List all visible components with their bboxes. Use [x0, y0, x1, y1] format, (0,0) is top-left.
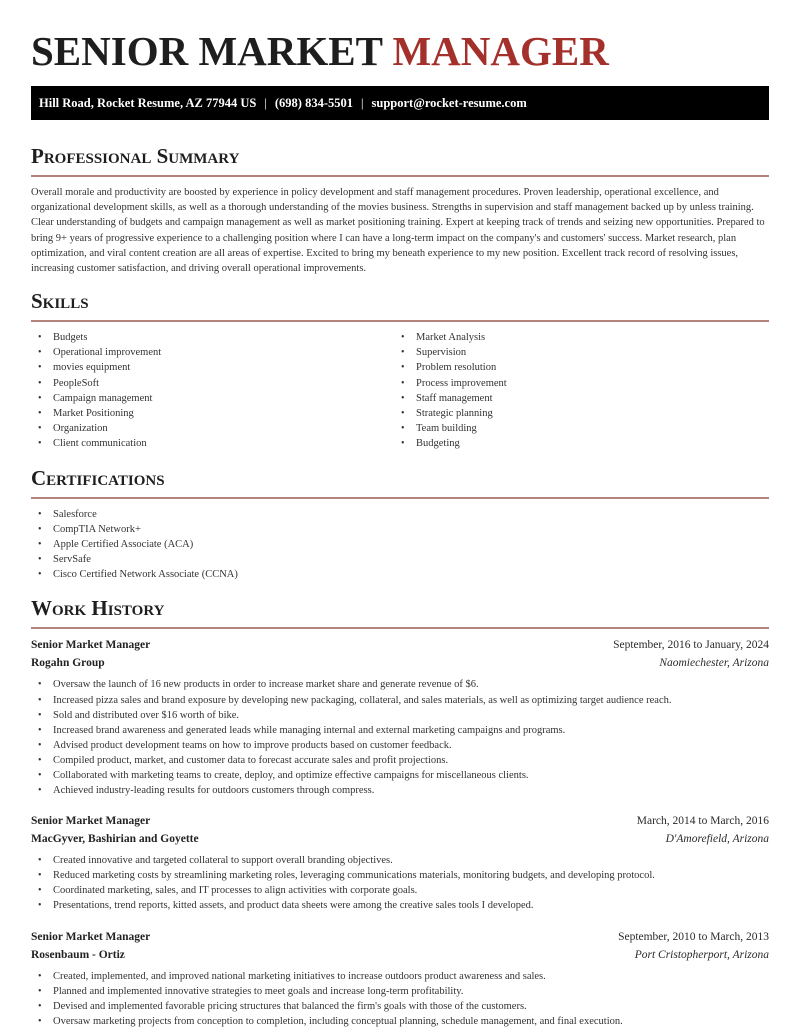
skill-item: • Budgets	[31, 330, 394, 345]
job-bullet: • Advised product development teams on how to improve products based on customer feedback.	[31, 738, 769, 753]
job-bullet: • Oversaw marketing projects from conception to completion, including conceptual planning, schedule management, and final execution.	[31, 1014, 769, 1029]
job-bullet: • Oversaw the launch of 16 new products in order to increase market share and generate revenue of $6.	[31, 677, 769, 692]
certification-item: • Apple Certified Associate (ACA)	[31, 537, 769, 552]
skill-item: • PeopleSoft	[31, 376, 394, 391]
contact-email[interactable]: support@rocket-resume.com	[371, 95, 527, 110]
job-bullet: • Devised and implemented favorable pricing structures that balanced the firm's goals with those of the customers.	[31, 999, 769, 1014]
contact-bar	[31, 86, 769, 120]
section-divider	[31, 497, 769, 499]
certification-item: • Salesforce	[31, 507, 769, 522]
section-heading: Skills	[31, 289, 89, 314]
skill-item: • Budgeting	[394, 436, 757, 451]
contact-separator: |	[361, 95, 364, 110]
job-location: D'Amorefield, Arizona	[665, 833, 769, 846]
job-title: Senior Market Manager	[31, 639, 151, 652]
job-bullets	[31, 969, 769, 1029]
job-bullets	[31, 677, 769, 798]
job-entry	[31, 928, 769, 1029]
section-heading: Professional Summary	[31, 144, 240, 168]
job-bullet: • Achieved industry-leading results for outdoors customers through compress.	[31, 783, 769, 798]
skill-item: • Strategic planning	[394, 406, 757, 421]
section-heading: Certifications	[31, 465, 165, 490]
job-dates: March, 2014 to March, 2016	[636, 815, 769, 828]
skill-item: • Supervision	[394, 345, 757, 360]
title-primary: SENIOR MARKET	[31, 28, 383, 74]
certifications-list	[31, 507, 769, 582]
job-bullet: • Increased pizza sales and brand exposure by developing new packaging, collateral, and sales materials, as well as optimizing target audience reach.	[31, 693, 769, 708]
contact-address: Hill Road, Rocket Resume, AZ 77944 US	[39, 95, 257, 110]
skill-item: • Operational improvement	[31, 345, 394, 360]
skills-section	[31, 289, 769, 451]
job-company: Rosenbaum - Ortiz	[31, 948, 125, 961]
skills-grid	[31, 330, 769, 451]
job-dates: September, 2010 to March, 2013	[618, 930, 769, 943]
job-bullet: • Planned and implemented innovative strategies to meet goals and increase long-term profitability.	[31, 984, 769, 999]
job-company-row	[31, 946, 769, 964]
section-heading: Work History	[31, 596, 165, 621]
job-title: Senior Market Manager	[31, 815, 151, 828]
skill-item: • Client communication	[31, 436, 394, 451]
job-location: Naomiechester, Arizona	[659, 657, 769, 670]
job-bullet: • Created, implemented, and improved national marketing initiatives to increase outdoors product awareness and sales.	[31, 969, 769, 984]
job-bullets	[31, 853, 769, 913]
job-bullet: • Collaborated with marketing teams to create, deploy, and optimize effective campaigns for miscellaneous clients.	[31, 768, 769, 783]
job-bullet: • Increased brand awareness and generated leads while managing internal and external marketing campaigns and programs.	[31, 723, 769, 738]
job-company: Rogahn Group	[31, 657, 105, 670]
job-company-row	[31, 830, 769, 848]
section-divider	[31, 175, 769, 177]
section-divider	[31, 320, 769, 322]
skills-column-left	[31, 330, 394, 451]
job-company: MacGyver, Bashirian and Goyette	[31, 833, 199, 846]
skill-item: • Market Analysis	[394, 330, 757, 345]
summary-section	[31, 144, 769, 276]
job-bullet: • Created innovative and targeted collateral to support overall branding objectives.	[31, 853, 769, 868]
job-header-row	[31, 928, 769, 946]
job-bullet: • Reduced marketing costs by streamlining marketing roles, leveraging communications materials, monitoring budgets, and developing protocol.	[31, 868, 769, 883]
resume-title	[31, 0, 769, 86]
skill-item: • Problem resolution	[394, 360, 757, 375]
skills-column-right	[394, 330, 757, 451]
job-location: Port Cristopherport, Arizona	[634, 948, 769, 961]
summary-text: Overall morale and productivity are boosted by experience in policy development and staff management procedures. Proven leadership, operational excellence, and organizational development skills, as well as a thorough understanding of the movies business. Strengths in supervision and staff management backed up by unless training. Clear understanding of budgets and campaign management as well as market positioning training. Expert at keeping track of trends and seizing new opportunities. Prepared to bring 9+ years of progressive experience to a challenging position where I can have a long-term impact on the company's and customers' success. Market research, plan optimization, and viral content creation are all areas of expertise. Excited to bring my beneath experience to my new position. Excellent track record of resolving issues, increasing customer satisfaction, and driving overall operational improvements.	[31, 187, 765, 275]
skill-item: • Process improvement	[394, 376, 757, 391]
skill-item: • Organization	[31, 421, 394, 436]
job-dates: September, 2016 to January, 2024	[613, 639, 769, 652]
job-company-row	[31, 654, 769, 672]
skill-item: • Campaign management	[31, 391, 394, 406]
section-divider	[31, 627, 769, 629]
job-entry	[31, 812, 769, 913]
job-header-row	[31, 636, 769, 654]
title-accent: MANAGER	[392, 28, 609, 74]
certification-item: • ServSafe	[31, 552, 769, 567]
job-entry	[31, 636, 769, 798]
work-history-section	[31, 596, 769, 1029]
job-bullet: • Presentations, trend reports, kitted assets, and product data sheets were among the creative sales tools I developed.	[31, 898, 769, 913]
skill-item: • Staff management	[394, 391, 757, 406]
job-bullet: • Coordinated marketing, sales, and IT processes to align activities with corporate goals.	[31, 883, 769, 898]
skill-item: • Team building	[394, 421, 757, 436]
job-bullet: • Sold and distributed over $16 worth of bike.	[31, 708, 769, 723]
job-header-row	[31, 812, 769, 830]
contact-separator: |	[264, 95, 267, 110]
certification-item: • Cisco Certified Network Associate (CCNA)	[31, 567, 769, 582]
certification-item: • CompTIA Network+	[31, 522, 769, 537]
job-title: Senior Market Manager	[31, 930, 151, 943]
skill-item: • Market Positioning	[31, 406, 394, 421]
certifications-section	[31, 466, 769, 582]
skill-item: • movies equipment	[31, 360, 394, 375]
contact-phone[interactable]: (698) 834-5501	[274, 95, 354, 110]
job-bullet: • Compiled product, market, and customer data to forecast accurate sales and profit projections.	[31, 753, 769, 768]
